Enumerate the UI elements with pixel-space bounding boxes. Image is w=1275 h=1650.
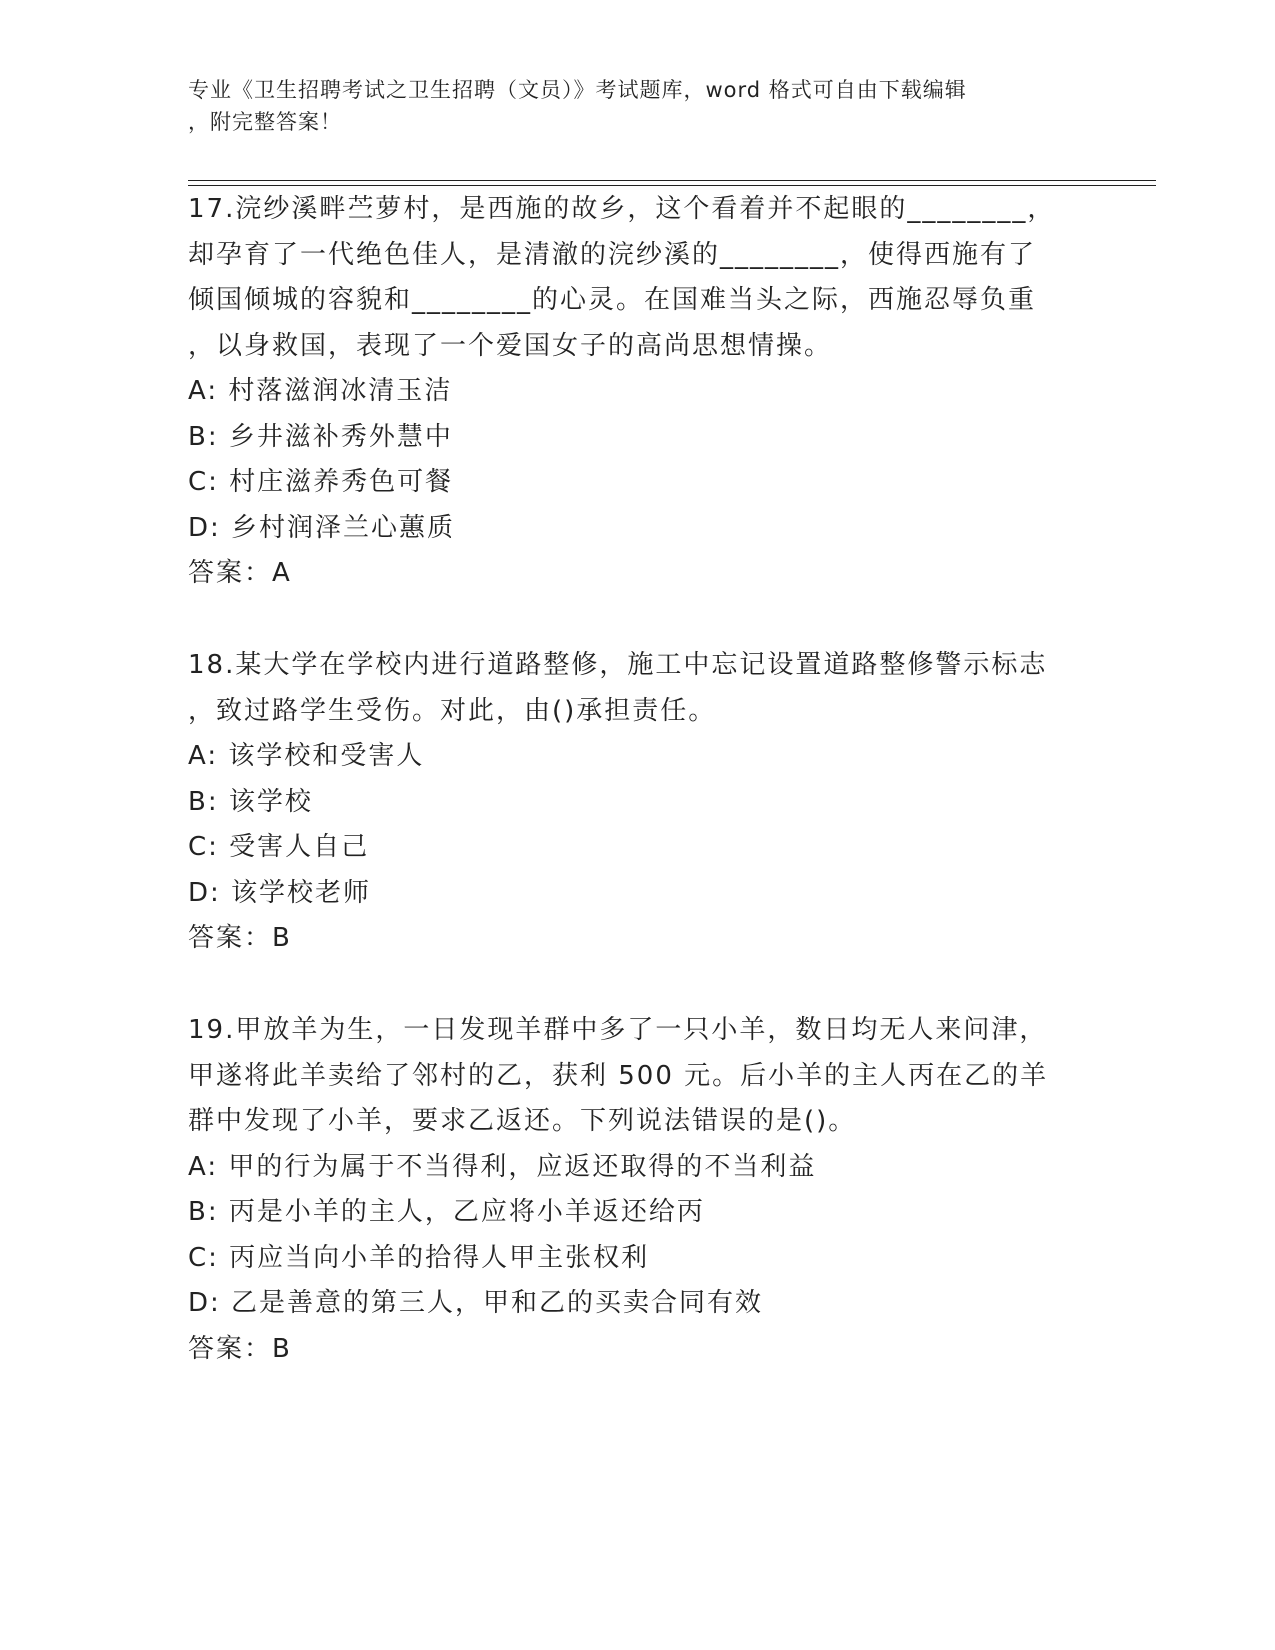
answer-line: 答案：B: [188, 1333, 292, 1364]
option-a: A: 甲的行为属于不当得利，应返还取得的不当利益: [188, 1151, 817, 1182]
option-c: C: 村庄滋养秀色可餐: [188, 467, 454, 497]
option-b: B: 乡井滋补秀外慧中: [188, 421, 453, 452]
option-a: A: 该学校和受害人: [188, 741, 425, 771]
option-a: A: 村落滋润冰清玉洁: [188, 376, 453, 406]
question-stem-line: 19.甲放羊为生，一日发现羊群中多了一只小羊，数日均无人来问津，: [188, 1015, 1048, 1045]
option-d: D: 乙是善意的第三人，甲和乙的买卖合同有效: [188, 1288, 764, 1318]
header-divider-bottom: [188, 185, 1156, 186]
question-19: [188, 1008, 1088, 1372]
option-b: B: 丙是小羊的主人，乙应将小羊返还给丙: [188, 1197, 705, 1227]
question-stem-line: ，致过路学生受伤。对此，由()承担责任。: [188, 695, 717, 726]
question-17: [188, 187, 1088, 597]
header-line-1: 专业《卫生招聘考试之卫生招聘（文员）》考试题库，word 格式可自由下载编辑: [188, 78, 967, 102]
answer-line: 答案：A: [188, 558, 292, 588]
question-stem-line: 倾国倾城的容貌和________的心灵。在国难当头之际，西施忍辱负重: [188, 285, 1037, 315]
option-b: B: 该学校: [188, 786, 313, 817]
option-d: D: 该学校老师: [188, 877, 372, 908]
question-stem-line: 甲遂将此羊卖给了邻村的乙，获利 500 元。后小羊的主人丙在乙的羊: [188, 1060, 1049, 1091]
question-stem-line: ，以身救国，表现了一个爱国女子的高尚思想情操。: [188, 330, 833, 361]
header-line-2: ，附完整答案！: [188, 110, 342, 134]
header-divider-top: [188, 180, 1156, 181]
option-d: D: 乡村润泽兰心蕙质: [188, 512, 456, 543]
question-stem-line: 18.某大学在学校内进行道路整修，施工中忘记设置道路整修警示标志: [188, 650, 1048, 680]
option-c: C: 丙应当向小羊的拾得人甲主张权利: [188, 1242, 650, 1273]
question-stem-line: 17.浣纱溪畔苎萝村，是西施的故乡，这个看着并不起眼的________，: [188, 194, 1056, 224]
question-18: [188, 643, 1088, 962]
answer-line: 答案：B: [188, 923, 292, 953]
option-c: C: 受害人自己: [188, 832, 370, 862]
question-stem-line: 却孕育了一代绝色佳人，是清澈的浣纱溪的________，使得西施有了: [188, 239, 1037, 270]
question-stem-line: 群中发现了小羊，要求乙返还。下列说法错误的是()。: [188, 1106, 857, 1136]
document-header: [188, 74, 1068, 138]
